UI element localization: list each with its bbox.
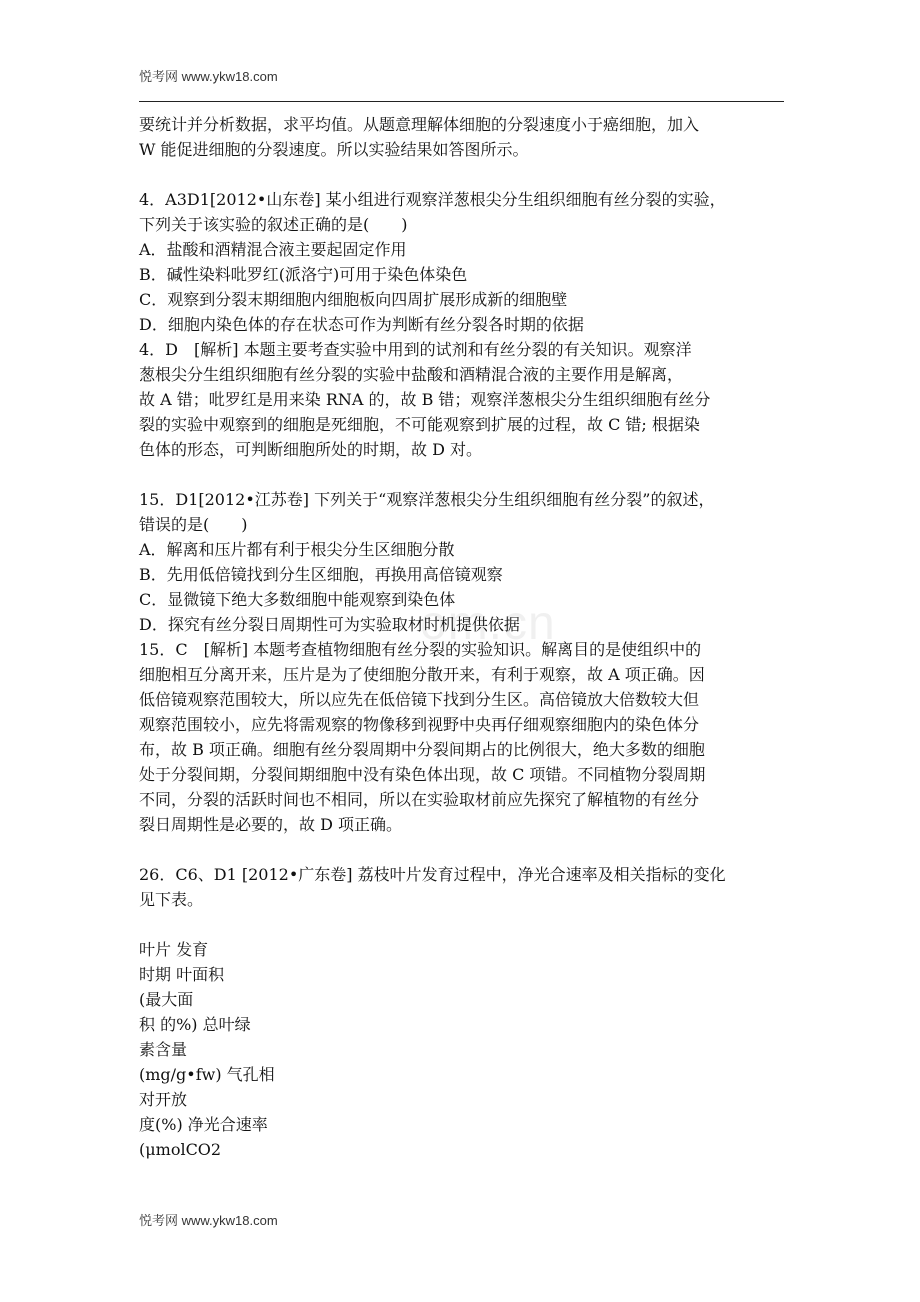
- text-line: 度(%) 净光合速率: [139, 1115, 268, 1134]
- paragraph: [139, 862, 789, 912]
- text-line: 对开放: [139, 1090, 188, 1109]
- paragraph-gap: [139, 837, 789, 862]
- text-line: 时期 叶面积: [139, 965, 225, 984]
- text-line: A．解离和压片都有利于根尖分生区细胞分散: [139, 540, 455, 559]
- paragraph: [139, 937, 789, 1162]
- text-line: (μmolCO2: [139, 1140, 222, 1159]
- text-line: 不同，分裂的活跃时间也不相同，所以在实验取材前应先探究了解植物的有丝分: [139, 790, 700, 809]
- paragraph: [139, 487, 789, 837]
- text-line: 细胞相互分离开来，压片是为了使细胞分散开来，有利于观察，故 A 项正确。因: [139, 665, 705, 684]
- text-line: B．碱性染料吡罗红(派洛宁)可用于染色体染色: [139, 265, 468, 284]
- text-line: 15．D1[2012•江苏卷] 下列关于“观察洋葱根尖分生组织细胞有丝分裂”的叙述，: [139, 490, 715, 509]
- text-line: 叶片 发育: [139, 940, 209, 959]
- text-line: (最大面: [139, 990, 194, 1009]
- document-body: [139, 112, 789, 1162]
- text-line: 色体的形态，可判断细胞所处的时期，故 D 对。: [139, 440, 483, 459]
- text-line: C．观察到分裂末期细胞内细胞板向四周扩展形成新的细胞壁: [139, 290, 568, 309]
- text-line: B．先用低倍镜找到分生区细胞，再换用高倍镜观察: [139, 565, 503, 584]
- text-line: 布，故 B 项正确。细胞有丝分裂周期中分裂间期占的比例很大，绝大多数的细胞: [139, 740, 705, 759]
- paragraph-gap: [139, 162, 789, 187]
- page-header: 悦考网 www.ykw18.com: [139, 69, 278, 84]
- text-line: D．细胞内染色体的存在状态可作为判断有丝分裂各时期的依据: [139, 315, 584, 334]
- paragraph: [139, 112, 789, 162]
- text-line: 4．D [解析] 本题主要考查实验中用到的试剂和有丝分裂的有关知识。观察洋: [139, 340, 692, 359]
- text-line: 积 的%) 总叶绿: [139, 1015, 251, 1034]
- text-line: 26．C6、D1 [2012•广东卷] 荔枝叶片发育过程中，净光合速率及相关指标的变化: [139, 865, 726, 884]
- text-line: 错误的是( ): [139, 515, 248, 534]
- text-line: 见下表。: [139, 890, 204, 909]
- text-line: 观察范围较小，应先将需观察的物像移到视野中央再仔细观察细胞内的染色体分: [139, 715, 700, 734]
- text-line: W 能促进细胞的分裂速度。所以实验结果如答图所示。: [139, 140, 529, 159]
- text-line: D．探究有丝分裂日周期性可为实验取材时机提供依据: [139, 615, 520, 634]
- text-line: 素含量: [139, 1040, 188, 1059]
- text-line: 要统计并分析数据，求平均值。从题意理解体细胞的分裂速度小于癌细胞，加入: [139, 115, 700, 134]
- text-line: 15．C [解析] 本题考查植物细胞有丝分裂的实验知识。解离目的是使组织中的: [139, 640, 702, 659]
- text-line: 裂的实验中观察到的细胞是死细胞，不可能观察到扩展的过程，故 C 错; 根据染: [139, 415, 700, 434]
- text-line: A．盐酸和酒精混合液主要起固定作用: [139, 240, 407, 259]
- text-line: C．显微镜下绝大多数细胞中能观察到染色体: [139, 590, 456, 609]
- header-divider: [139, 101, 784, 102]
- text-line: 下列关于该实验的叙述正确的是( ): [139, 215, 408, 234]
- page-footer: 悦考网 www.ykw18.com: [139, 1213, 278, 1228]
- text-line: 裂日周期性是必要的，故 D 项正确。: [139, 815, 403, 834]
- text-line: 处于分裂间期，分裂间期细胞中没有染色体出现，故 C 项错。不同植物分裂周期: [139, 765, 706, 784]
- text-line: (mg/g•fw) 气孔相: [139, 1065, 275, 1084]
- text-line: 4．A3D1[2012•山东卷] 某小组进行观察洋葱根尖分生组织细胞有丝分裂的实验，: [139, 190, 726, 209]
- text-line: 葱根尖分生组织细胞有丝分裂的实验中盐酸和酒精混合液的主要作用是解离，: [139, 365, 684, 384]
- text-line: 故 A 错；吡罗红是用来染 RNA 的，故 B 错；观察洋葱根尖分生组织细胞有丝分: [139, 390, 711, 409]
- paragraph-gap: [139, 462, 789, 487]
- watermark: om.cn: [420, 597, 556, 650]
- text-line: 低倍镜观察范围较大，所以应先在低倍镜下找到分生区。高倍镜放大倍数较大但: [139, 690, 700, 709]
- paragraph: [139, 187, 789, 462]
- paragraph-gap: [139, 912, 789, 937]
